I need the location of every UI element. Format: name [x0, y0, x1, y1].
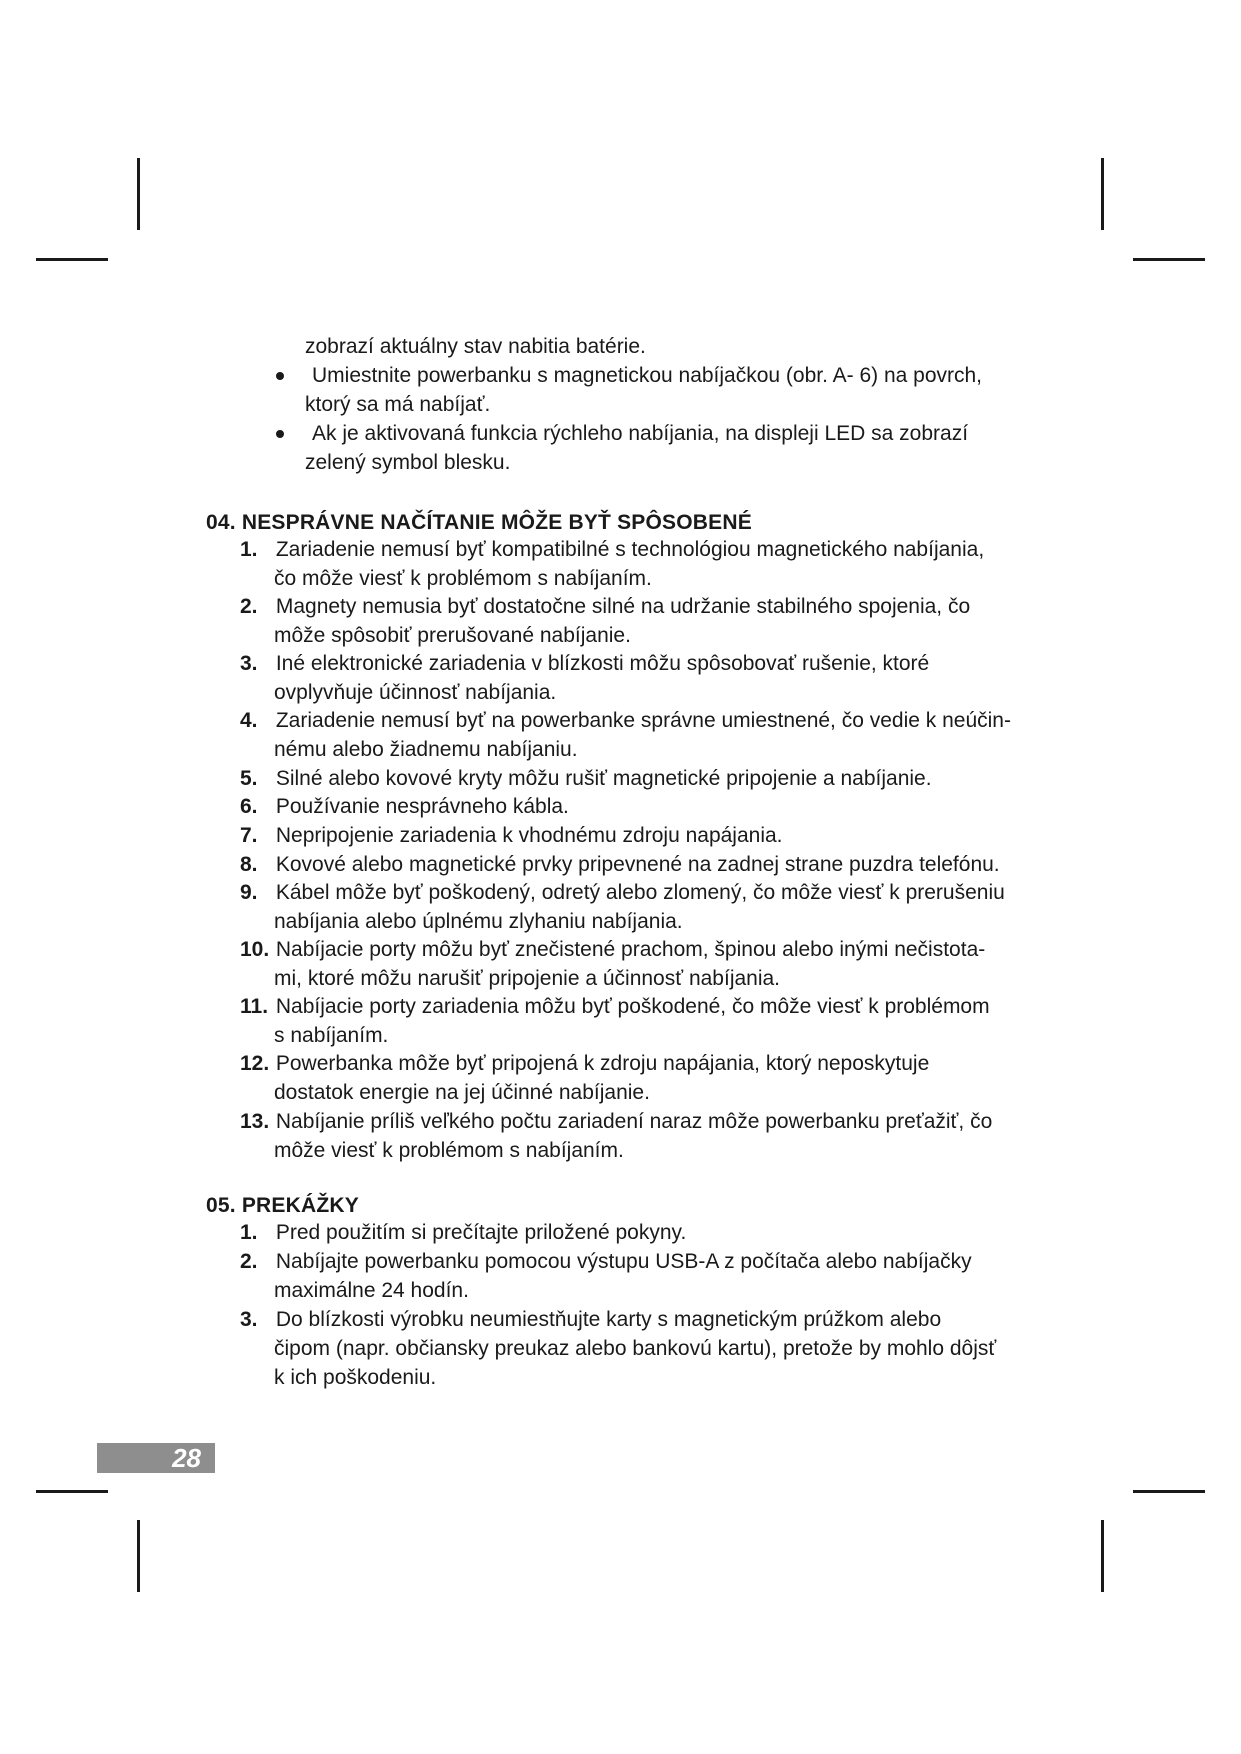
list-text-continuation: maximálne 24 hodín. — [274, 1279, 469, 1302]
list-item — [240, 821, 1070, 850]
list-number: 3. — [240, 1308, 258, 1331]
list-number: 11. — [240, 995, 269, 1018]
crop-mark-bottom-right-vertical — [1101, 1520, 1104, 1592]
list-text-continuation: čipom (napr. občiansky preukaz alebo bankovú kartu), pretože by mohlo dôjsť — [274, 1337, 997, 1360]
list-text-continuation: s nabíjaním. — [274, 1024, 389, 1047]
section-heading-05: 05. PREKÁŽKY — [206, 1194, 359, 1217]
bullet-line: Ak je aktivovaná funkcia rýchleho nabíjania, na displeji LED sa zobrazí — [312, 422, 969, 445]
list-number: 9. — [240, 881, 258, 904]
list-number: 7. — [240, 824, 258, 847]
list-text: Používanie nesprávneho kábla. — [275, 795, 569, 818]
list-item — [240, 1247, 1070, 1305]
list-text: Iné elektronické zariadenia v blízkosti môžu spôsobovať rušenie, ktoré — [275, 652, 930, 675]
list-number: 2. — [240, 595, 258, 618]
list-item — [240, 706, 1070, 764]
list-text: Zariadenie nemusí byť na powerbanke správne umiestnené, čo vedie k neúčin- — [275, 709, 1011, 732]
list-number: 12. — [240, 1052, 270, 1075]
list-text-continuation: čo môže viesť k problémom s nabíjaním. — [274, 567, 652, 590]
list-item — [240, 649, 1070, 707]
list-number: 13. — [240, 1110, 270, 1133]
bullet-line: ktorý sa má nabíjať. — [305, 393, 491, 416]
list-text: Zariadenie nemusí byť kompatibilné s technológiou magnetického nabíjania, — [275, 538, 985, 561]
list-text: Magnety nemusia byť dostatočne silné na udržanie stabilného spojenia, čo — [275, 595, 971, 618]
list-item — [240, 1218, 1070, 1247]
list-text: Pred použitím si prečítajte priložené pokyny. — [275, 1221, 687, 1244]
list-item — [240, 1107, 1070, 1165]
list-text: Nepripojenie zariadenia k vhodnému zdroju napájania. — [275, 824, 783, 847]
bullet-icon — [276, 372, 284, 380]
list-text-continuation: nému alebo žiadnemu nabíjaniu. — [274, 738, 578, 761]
bullet-icon — [276, 430, 284, 438]
crop-mark-top-left-horizontal — [36, 258, 108, 261]
list-text-continuation: nabíjania alebo úplnému zlyhaniu nabíjania. — [274, 910, 683, 933]
list-number: 6. — [240, 795, 258, 818]
list-text: Kovové alebo magnetické prvky pripevnené na zadnej strane puzdra telefónu. — [275, 853, 1000, 876]
list-text: Do blízkosti výrobku neumiestňujte karty s magnetickým prúžkom alebo — [275, 1308, 942, 1331]
page-number-badge — [97, 1443, 215, 1473]
page-number: 28 — [172, 1443, 201, 1473]
list-text-continuation: môže spôsobiť prerušované nabíjanie. — [274, 624, 631, 647]
list-item — [240, 764, 1070, 793]
list-text: Silné alebo kovové kryty môžu rušiť magnetické pripojenie a nabíjanie. — [275, 767, 932, 790]
crop-mark-top-right-horizontal — [1133, 258, 1205, 261]
list-number: 10. — [240, 938, 270, 961]
crop-mark-bottom-left-vertical — [137, 1520, 140, 1592]
list-item — [240, 878, 1070, 936]
intro-continuation: zobrazí aktuálny stav nabitia batérie. — [305, 335, 646, 358]
list-number: 4. — [240, 709, 258, 732]
list-number: 1. — [240, 538, 258, 561]
list-item — [240, 935, 1070, 993]
list-item — [240, 592, 1070, 650]
list-text-continuation: ovplyvňuje účinnosť nabíjania. — [274, 681, 557, 704]
list-item — [240, 850, 1070, 879]
list-item — [240, 792, 1070, 821]
list-text: Nabíjanie príliš veľkého počtu zariadení naraz môže powerbanku preťažiť, čo — [275, 1110, 993, 1133]
bullet-line: Umiestnite powerbanku s magnetickou nabíjačkou (obr. A- 6) na povrch, — [312, 364, 983, 387]
list-text: Powerbanka môže byť pripojená k zdroju napájania, ktorý neposkytuje — [275, 1052, 930, 1075]
bullet-line: zelený symbol blesku. — [305, 451, 511, 474]
list-item — [240, 1049, 1070, 1107]
crop-mark-bottom-right-horizontal — [1133, 1490, 1205, 1493]
list-text-continuation: k ich poškodeniu. — [274, 1366, 437, 1389]
list-number: 1. — [240, 1221, 258, 1244]
list-text: Nabíjajte powerbanku pomocou výstupu USB-A z počítača alebo nabíjačky — [275, 1250, 972, 1273]
list-text-continuation: dostatok energie na jej účinné nabíjanie. — [274, 1081, 650, 1104]
list-text-continuation: mi, ktoré môžu narušiť pripojenie a účinnosť nabíjania. — [274, 967, 781, 990]
crop-mark-top-right-vertical — [1101, 158, 1104, 230]
list-number: 5. — [240, 767, 258, 790]
list-text-continuation: môže viesť k problémom s nabíjaním. — [274, 1139, 624, 1162]
list-number: 2. — [240, 1250, 258, 1273]
crop-mark-top-left-vertical — [137, 158, 140, 230]
section-heading-04: 04. NESPRÁVNE NAČÍTANIE MÔŽE BYŤ SPÔSOBENÉ — [206, 511, 752, 534]
list-number: 3. — [240, 652, 258, 675]
list-text: Kábel môže byť poškodený, odretý alebo zlomený, čo môže viesť k prerušeniu — [275, 881, 1005, 904]
list-item — [240, 535, 1070, 593]
list-number: 8. — [240, 853, 258, 876]
list-item — [240, 992, 1070, 1050]
list-text: Nabíjacie porty zariadenia môžu byť poškodené, čo môže viesť k problémom — [275, 995, 990, 1018]
list-item — [240, 1305, 1070, 1392]
crop-mark-bottom-left-horizontal — [36, 1490, 108, 1493]
list-text: Nabíjacie porty môžu byť znečistené prachom, špinou alebo inými nečistota- — [275, 938, 986, 961]
